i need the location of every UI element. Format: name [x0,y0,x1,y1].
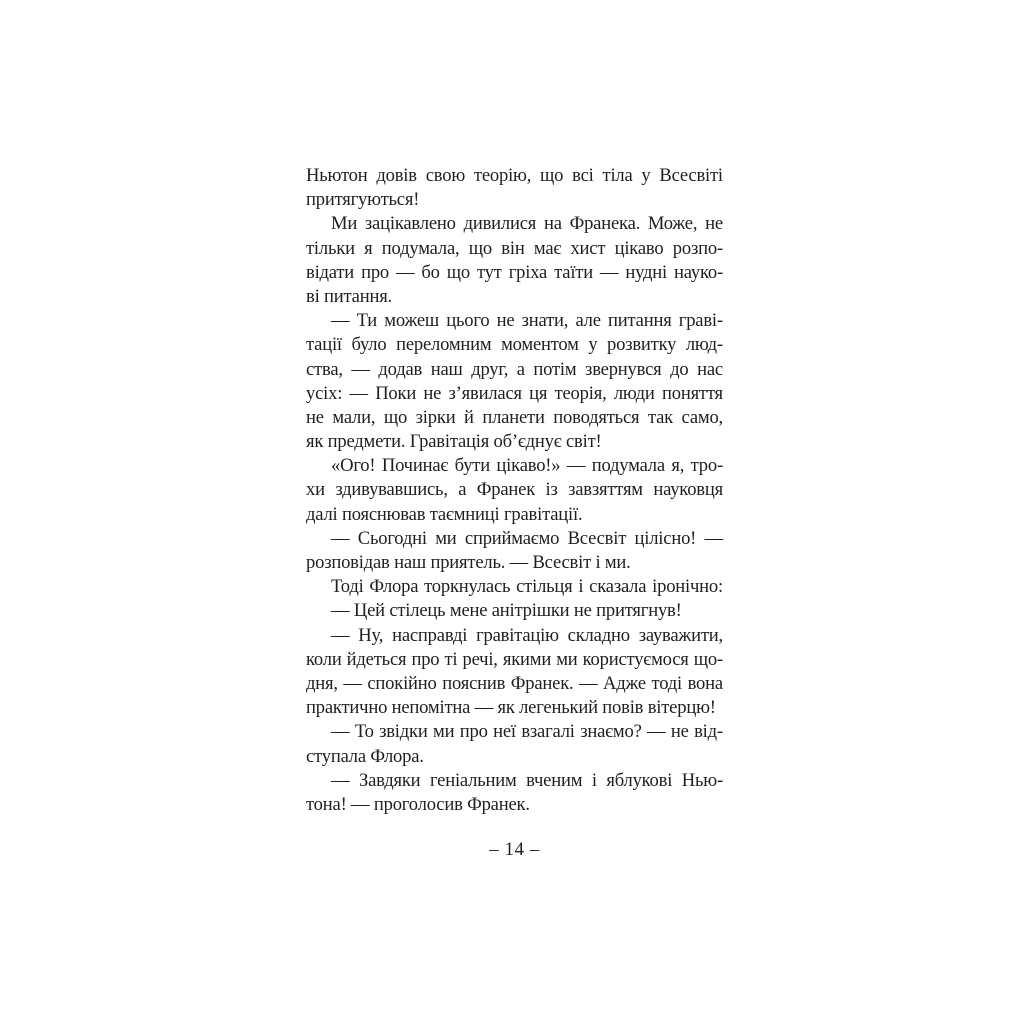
word: торкнулась [424,576,511,598]
text-line [306,624,723,648]
word: що- [693,648,723,670]
word: Сьогодні [357,527,427,549]
word: — [579,672,598,694]
word: дня, [306,672,338,694]
text-line [306,237,723,261]
word: не [306,406,324,428]
word: розвитку [607,334,677,356]
word: зірки [415,406,456,428]
word: а [458,479,467,501]
word: додав [378,358,423,380]
word: ми [433,721,455,743]
text-line [306,261,723,285]
word: хист [570,237,606,259]
word: на [543,213,562,235]
word: довів [376,165,417,186]
word: — [566,455,586,477]
text-line [306,382,723,406]
word: завзяттям [568,479,643,501]
text-line: практично непомітна — як легенький повів вітерцю! [306,697,716,719]
word: не [423,382,442,404]
word: тіла [602,165,633,186]
word: іронічно: [652,576,723,598]
word: — [599,261,619,283]
word: користуємося [582,648,689,670]
word: науко- [674,261,723,283]
word: сказала [589,576,647,598]
text-block [306,164,723,817]
word: не [670,721,689,743]
word: пояснив [442,672,506,694]
text-line: ступала Флора. [306,745,424,767]
word: — [331,310,350,332]
word: насправді [392,624,468,646]
word: ства, [306,358,343,380]
word: ті [444,648,458,670]
text-line [306,309,723,333]
word: що [446,261,470,283]
word: нудні [625,261,668,283]
word: подумала, [381,237,460,259]
word: яблукові [606,769,673,791]
word: знати, [521,310,569,332]
word: вона [687,672,723,694]
paragraph [306,527,723,575]
word: ми [435,527,457,549]
word: але [575,310,601,332]
text-line: притягуються! [306,189,420,211]
word: стільця [516,576,573,598]
word: я [364,237,373,259]
word: відати [306,261,355,283]
paragraph [306,309,723,454]
word: про [361,261,390,283]
word: граві- [678,310,723,332]
word: Всесвіт [567,527,627,549]
word: що [540,165,564,186]
text-line [306,406,723,430]
word: неї [493,721,516,743]
word: тро- [690,455,723,477]
word: зауважити, [638,624,723,646]
text-line [306,648,723,672]
word: — [331,624,350,646]
text-line [306,358,723,382]
word: переломним [396,334,492,356]
word: люди [613,382,655,404]
word: Адже [603,672,646,694]
paragraph [306,454,723,527]
text-line [306,769,723,793]
word: моментом [501,334,579,356]
text-line [306,720,723,744]
word: — [331,721,350,743]
word: у [588,334,598,356]
word: — [343,672,362,694]
word: Ньютон [306,165,368,186]
word: до [670,358,689,380]
text-line [306,212,723,236]
word: і [578,576,584,598]
word: не [705,213,723,235]
word: якими [502,648,552,670]
word: всі [572,165,594,186]
word: гріха [508,261,548,283]
word: таїти [554,261,593,283]
word: гравітацію [476,624,559,646]
word: коли [306,648,342,670]
text-line: тона! — проголосив Франек. [306,793,530,815]
word: само, [681,406,723,428]
word: друг, [471,358,509,380]
word: тації [306,334,342,356]
word: «Ого! [331,455,376,477]
text-line [306,454,723,478]
word: розпо- [672,237,723,259]
word: цього [446,310,490,332]
text-line [306,672,723,696]
word: про [411,648,440,670]
word: ми [556,648,578,670]
text-line: ві питання. [306,285,393,307]
word: сприймаємо [464,527,560,549]
word: було [351,334,387,356]
word: я, [671,455,685,477]
word: тільки [306,237,355,259]
word: звернувся [585,358,662,380]
word: поводяться [553,406,640,428]
word: Може, [647,213,698,235]
word: речі, [462,648,498,670]
paragraph [306,624,723,721]
word: бо [421,261,440,283]
word: із [545,479,558,501]
word: нас [697,358,723,380]
word: науковця [653,479,723,501]
word: зацікавлено [364,213,456,235]
word: цікаво!» [496,455,561,477]
word: взагалі [521,721,575,743]
word: — [331,769,350,791]
word: люд- [685,334,723,356]
word: цілісно! [634,527,697,549]
page-number: – 14 – [489,839,540,860]
word: хи [306,479,325,501]
word: теорію, [473,165,532,186]
word: не [496,310,515,332]
word: Ти [356,310,378,332]
word: тоді [651,672,683,694]
word: і [591,769,597,791]
word: питання [608,310,672,332]
word: — [396,261,415,283]
word: а [516,358,525,380]
word: усіх: [306,382,343,404]
text-line: як предмети. Гравітація об’єднує світ! [306,431,602,453]
word: мали, [332,406,376,428]
paragraph [306,720,723,768]
word: складно [567,624,630,646]
word: про [459,721,488,743]
word: так [647,406,673,428]
word: має [533,237,562,259]
word: Ми [331,213,358,235]
word: цікаво [614,237,664,259]
word: він [501,237,525,259]
word: — [331,527,350,549]
word: планети [482,406,545,428]
word: подумала [591,455,665,477]
word: бути [454,455,490,477]
text-line: розповідав наш приятель. — Всесвіт і ми. [306,552,631,573]
word: геніальним [429,769,517,791]
paragraph [306,575,723,599]
word: йдеться [346,648,407,670]
word: тут [477,261,502,283]
word: Франек [476,479,536,501]
paragraph [306,212,723,309]
text-line [306,333,723,357]
word: Ну, [358,624,384,646]
word: Всесвіті [659,165,723,186]
word: здивувавшись, [335,479,448,501]
word: у [641,165,651,186]
word: Тоді [331,576,364,598]
paragraph [306,769,723,817]
word: Нью- [681,769,723,791]
word: теорія, [554,382,607,404]
word: звідки [379,721,428,743]
paragraph [306,599,723,623]
word: То [354,721,374,743]
word: — [349,382,368,404]
text-line [306,527,723,551]
word: Поки [375,382,417,404]
word: ця [529,382,548,404]
word: що [383,406,408,428]
word: спокійно [367,672,437,694]
word: з’явилася [448,382,522,404]
word: — [704,527,723,549]
word: — [351,358,370,380]
word: від- [694,721,723,743]
word: дивилися [463,213,537,235]
word: Франек. [510,672,574,694]
word: Починає [381,455,449,477]
word: Завдяки [358,769,421,791]
paragraph [306,164,723,212]
word: наш [430,358,463,380]
word: й [464,406,474,428]
word: — [647,721,666,743]
word: можеш [384,310,440,332]
text-line: далі пояснював таємниці гравітації. [306,503,583,525]
word: поняття [661,382,723,404]
text-line [306,478,723,502]
word: що [468,237,492,259]
word: знаємо? [580,721,642,743]
word: свою [425,165,466,186]
word: потім [533,358,577,380]
text-line: — Цей стілець мене анітрішки не притягнув! [331,600,682,622]
word: Флора [369,576,419,598]
word: Франека. [569,213,641,235]
text-line [306,164,723,188]
word: вченим [526,769,583,791]
text-line [306,575,723,599]
